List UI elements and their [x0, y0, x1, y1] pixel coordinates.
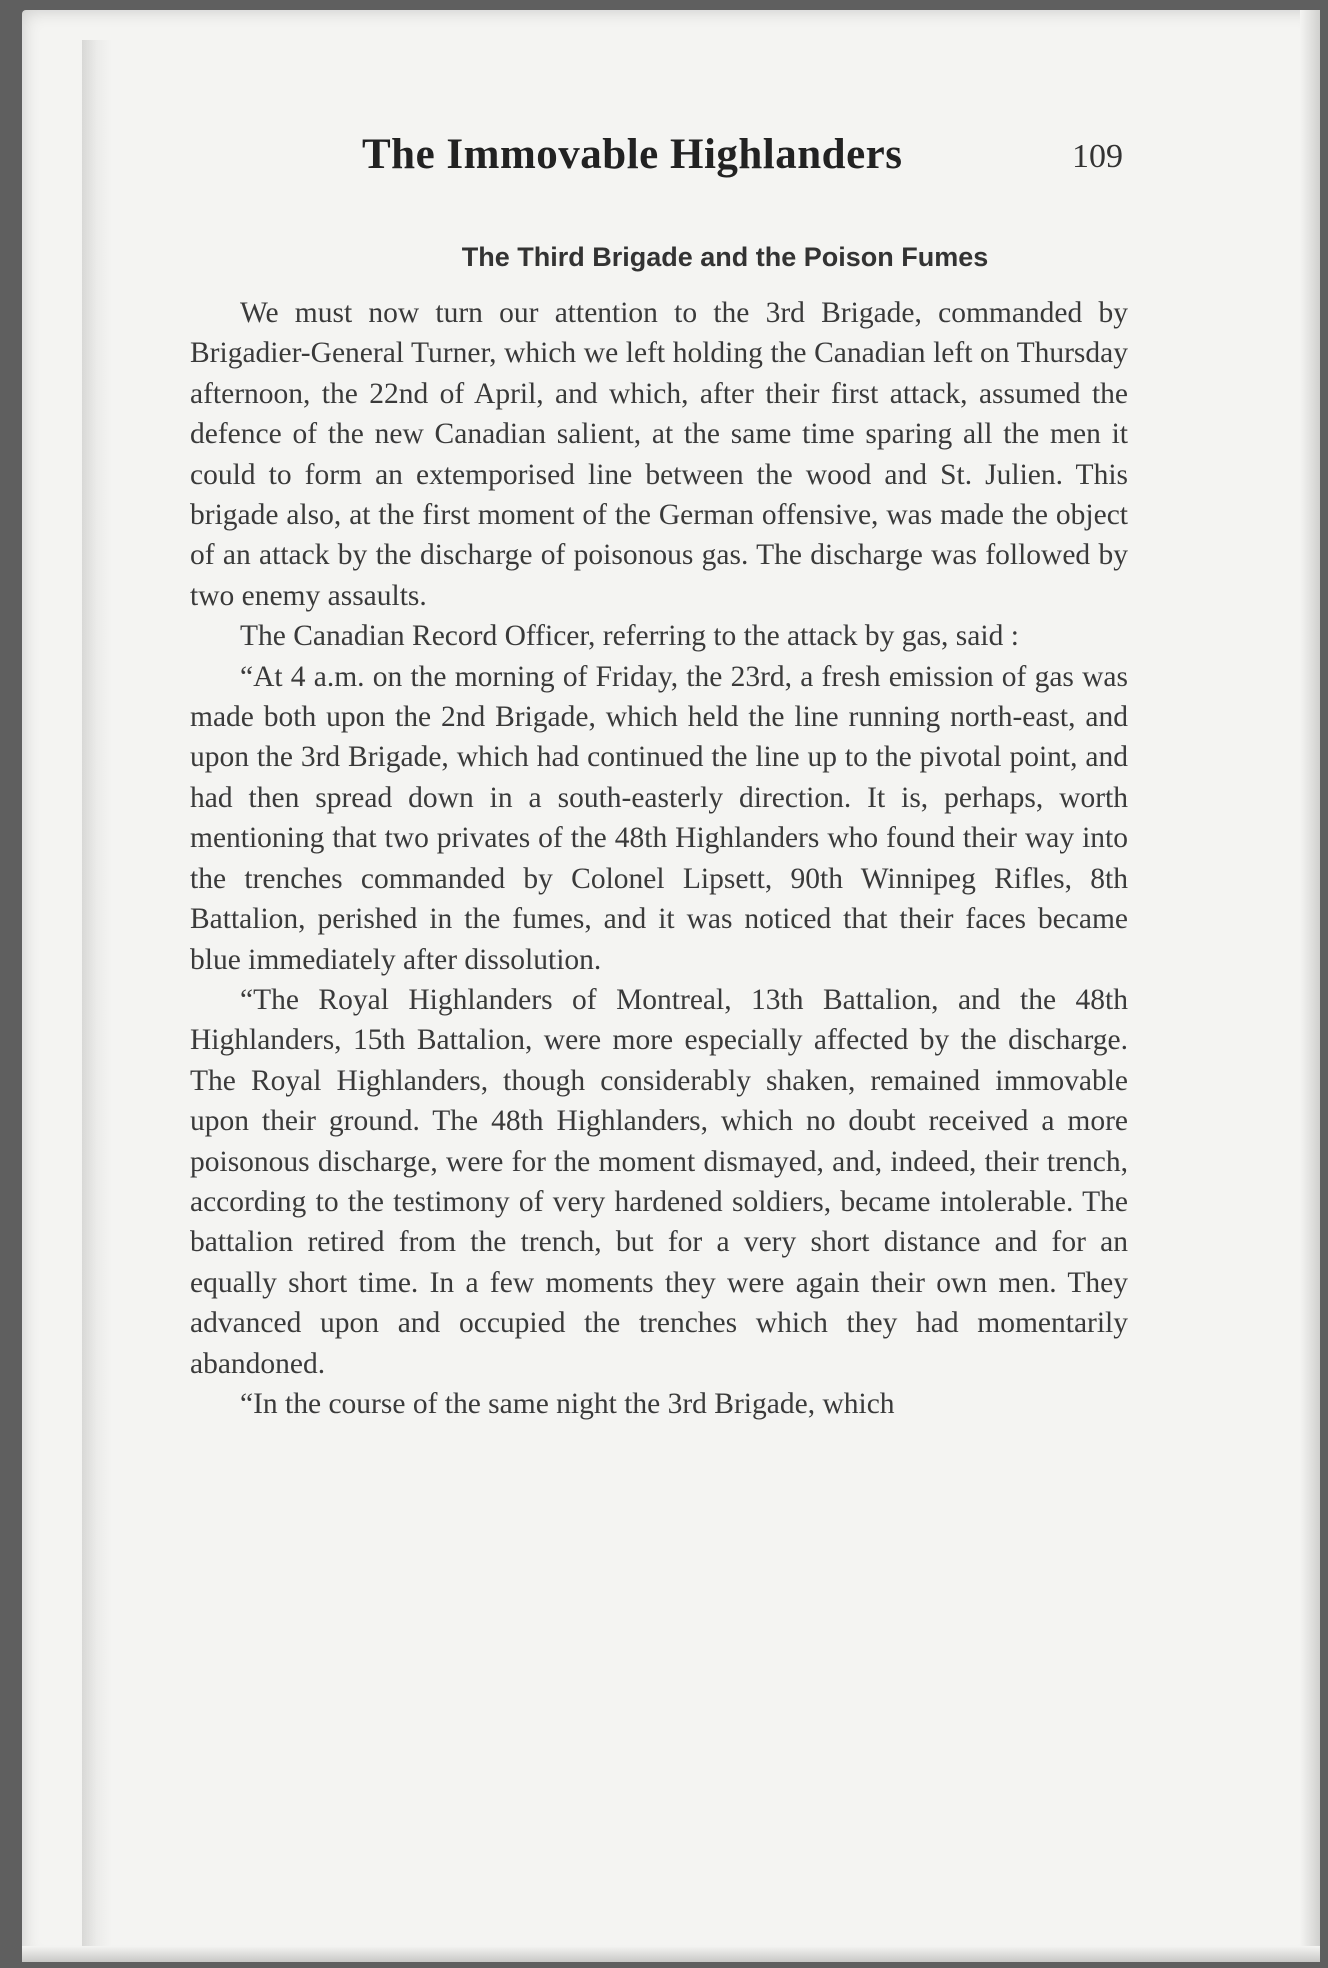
page-edge-bottom	[22, 1946, 1320, 1962]
body-text	[190, 293, 1128, 1424]
paragraph: “The Royal Highlanders of Montreal, 13th Battalion, and the 48th Highlanders, 15th Battalion, were more especially affected by the discharge. The Royal Highlanders, though considerably shaken, remained immovable upon their ground. The 48th Highlanders, which no doubt received a more poisonous discharge, were for the moment dismayed, and, indeed, their trench, according to the testimony of very hardened soldiers, became intolerable. The battalion retired from the trench, but for a very short distance and for an equally short time. In a few moments they were again their own men. They advanced upon and occupied the trenches which they had momentarily abandoned.	[190, 983, 1128, 1380]
paragraph: “In the course of the same night the 3rd Brigade, which	[240, 1387, 895, 1420]
book-page	[22, 10, 1320, 1962]
page-number: 109	[1072, 138, 1123, 175]
paragraph: The Canadian Record Officer, referring to the attack by gas, said :	[240, 620, 1019, 653]
page-gutter	[82, 40, 112, 1960]
paragraph: “At 4 a.m. on the morning of Friday, the 23rd, a fresh emission of gas was made both upon the 2nd Brigade, which held the line running north-east, and upon the 3rd Brigade, which had continued the line up to the pivotal point, and had then spread down in a south-easterly direction. It is, perhaps, worth mentioning that two privates of the 48th Highlanders who found their way into the trenches commanded by Colonel Lipsett, 90th Winnipeg Rifles, 8th Battalion, perished in the fumes, and it was noticed that their faces became blue immediately after dissolution.	[190, 660, 1128, 976]
paragraph: We must now turn our attention to the 3rd Brigade, commanded by Brigadier-General Turner, which we left holding the Canadian left on Thursday afternoon, the 22nd of April, and which, after their first attack, assumed the defence of the new Canadian salient, at the same time sparing all the men it could to form an extemporised line between the wood and St. Julien. This brigade also, at the first moment of the German offensive, was made the object of an attack by the discharge of poisonous gas. The discharge was followed by two enemy assaults.	[190, 297, 1128, 612]
section-heading: The Third Brigade and the Poison Fumes	[461, 242, 989, 272]
page-header	[342, 130, 1142, 190]
running-title: The Immovable Highlanders	[362, 131, 903, 178]
page-edge-right	[1300, 10, 1320, 1962]
